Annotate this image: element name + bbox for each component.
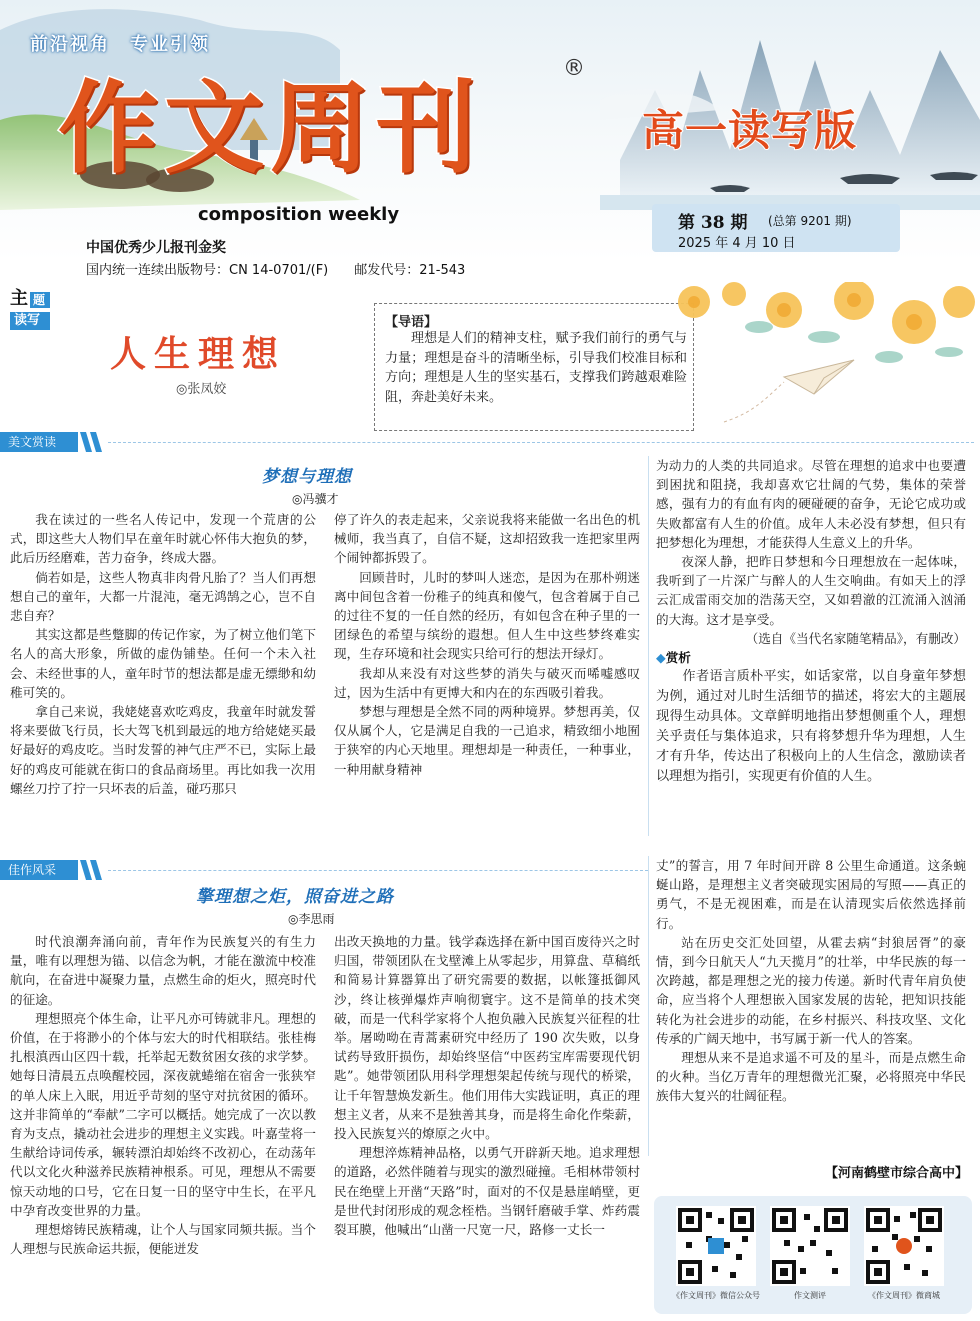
article2-column-1 bbox=[10, 932, 316, 1317]
appreciation-label: 赏析 bbox=[665, 650, 691, 666]
badge-readwrite: 读写 bbox=[10, 312, 50, 330]
appreciation-heading bbox=[656, 648, 966, 667]
article2-column-3 bbox=[656, 856, 966, 1158]
paragraph: 拿自己来说，我姥姥喜欢吃鸡皮，我童年时就发誓将来要做飞行员，长大驾飞机到最远的地方给姥姥买最好最好的鸡皮吃。当时发誓的神气庄严不已，实际上最好的鸡皮可能就在街口的食品商场里。再比如我一次用螺丝刀拧了拧一只坏表的后盖，碰巧那只 bbox=[10, 704, 316, 796]
paragraph: 理想照亮个体生命，让平凡亦可铸就非凡。理想的价值，在于将渺小的个体与宏大的时代相联结。张桂梅扎根滇西山区四十载，托举起无数贫困女孩的求学梦。她每日清晨五点唤醒校园，深夜就蜷缩在宿舍一张狭窄的单人床上入眠，用近乎苛刻的坚守对抗贫困的循环。这并非简单的“奉献”二字可以概括。她完成了一次以教育为支点，撬动社会进步的理想主义实践。叶嘉莹将一生献给诗词传承，辗转漂泊却始终不改初心，在动荡年代以文化火种滋养民族精神根系。可见，理想从不需要惊天动地的口号，它在日复一日的坚守中生长，在平凡中孕育改变世界的力量。 bbox=[10, 1010, 316, 1218]
paragraph: 夜深人静，把昨日梦想和今日理想放在一起体味，我听到了一片深广与醉人的人生交响曲。有如天上的浮云汇成雷雨交加的浩荡天空，又如碧澈的江流涌入汹涌的大海。这才是享受。 bbox=[656, 554, 966, 627]
newspaper-title: 作文周刊 bbox=[58, 69, 482, 187]
award-text: 中国优秀少儿报刊金奖 bbox=[86, 240, 226, 256]
column-divider bbox=[648, 456, 649, 836]
paragraph: 停了许久的表走起来，父亲说我将来能做一名出色的机械师，我当真了，自信不疑，这却招致我一连把家里两个闹钟都拆毁了。 bbox=[334, 512, 640, 566]
theme-badge bbox=[10, 290, 54, 332]
registered-mark: ® bbox=[563, 56, 585, 81]
publication-numbers: 国内统一连续出版物号：CN 14-0701/(F) 邮发代号：21-543 bbox=[86, 263, 466, 278]
section-stripes-icon bbox=[78, 860, 108, 880]
section-stripes-icon bbox=[78, 432, 108, 452]
issue-total: (总第 9201 期) bbox=[768, 214, 852, 228]
paragraph: 倘若如是，这些人物真非肉骨凡胎了？当人们再想想自己的童年，大都一片混沌，毫无鸿鹄之心，岂不自悲自弃？ bbox=[10, 569, 316, 624]
paragraph: 我却从来没有对这些梦的消失与破灭而唏嘘感叹过，因为生活中有更博大和内在的东西吸引着我。 bbox=[334, 665, 640, 700]
paragraph: 为动力的人类的共同追求。尽管在理想的追求中也要遭到困扰和阻挠，我却喜欢它壮阔的气势，集体的荣誉感，强有力的有血有肉的硬碰硬的奋争，无论它成功或失败都富有人生的价值。成年人未必没有梦想，但只有把梦想化为理想，才能获得人生意义上的升华。 bbox=[656, 458, 966, 550]
paragraph: 梦想与理想是全然不同的两种境界。梦想再美，仅仅从属个人，它是满足自我的一己追求，精致细小地囿于狭窄的内心天地里。理想却是一种责任，一种事业，一种用献身精神 bbox=[334, 704, 640, 777]
section-label-jiazuo: 佳作风采 bbox=[0, 860, 78, 880]
issue-number: 第 38 期 bbox=[678, 213, 748, 233]
intro-label: 【导语】 bbox=[385, 315, 438, 330]
paragraph: 丈”的誓言，用 7 年时间开辟 8 公里生命通道。这条蜿蜒山路，是理想主义者突破现实困局的写照——真正的勇气，不是无视困难，而是在认清现实后依然选择前行。 bbox=[656, 858, 966, 931]
qr-code-shop-icon[interactable] bbox=[864, 1206, 944, 1286]
qr-label-assessment: 作文测评 bbox=[794, 1291, 826, 1300]
article1-source: （选自《当代名家随笔精品》，有删改） bbox=[745, 630, 966, 646]
article1-column-1 bbox=[10, 510, 316, 836]
qr-label-wechat: 《作文周刊》微信公众号 bbox=[672, 1291, 760, 1300]
article2-title: 擎理想之炬，照奋进之路 bbox=[196, 887, 394, 907]
article1-title: 梦想与理想 bbox=[262, 467, 352, 487]
section2-divider bbox=[108, 870, 648, 871]
section-label-meiwen: 美文赏读 bbox=[0, 432, 78, 452]
appreciation-text: 作者语言质朴平实，如话家常，以自身童年梦想为例，通过对儿时生活细节的描述，将宏大的主题展现得生动具体。文章鲜明地指出梦想侧重个人，理想关乎责任与集体追求，只有将梦想升华为理想，人生才有升华，传达出了积极向上的人生信念，激励读者以理想为指引，实现更有价值的人生。 bbox=[656, 669, 966, 785]
intro-text: 理想是人们的精神支柱，赋予我们前行的勇气与力量；理想是奋斗的清晰坐标，引导我们校准目标和方向；理想是人生的坚实基石，支撑我们跨越艰难险阻，奔赴美好未来。 bbox=[385, 331, 687, 405]
diamond-icon: ◆ bbox=[656, 650, 666, 666]
english-title: composition weekly bbox=[198, 204, 400, 225]
paragraph: 理想熔铸民族精魂，让个人与国家同频共振。当个人理想与民族命运共振，便能迸发 bbox=[10, 1222, 316, 1257]
theme-title: 人生理想 bbox=[110, 333, 287, 375]
article1-column-3 bbox=[656, 456, 966, 836]
article2-column-2 bbox=[334, 932, 640, 1317]
column-divider bbox=[648, 856, 649, 1156]
section1-divider bbox=[108, 442, 974, 443]
edition-name: 高一读写版 bbox=[642, 106, 858, 155]
badge-char-main: 主 bbox=[10, 288, 28, 309]
qr-label-shop: 《作文周刊》微商城 bbox=[868, 1291, 940, 1300]
article1-author: ◎冯骥才 bbox=[292, 492, 339, 506]
issue-date: 2025 年 4 月 10 日 bbox=[678, 236, 796, 251]
paragraph: 其实这都是些蹩脚的传记作家，为了树立他们笔下名人的高大形象，所做的虚伪铺垫。任何一个未入社会、未经世事的人，童年时节的想法都是虚无缥缈和幼稚可笑的。 bbox=[10, 627, 316, 700]
paragraph: 理想淬炼精神品格，以勇气开辟新天地。追求理想的道路，必然伴随着与现实的激烈碰撞。毛相林带领村民在绝壁上开凿“天路”时，面对的不仅是悬崖峭壁，更是世代封闭形成的观念桎梏。当钢钎磨破手掌、炸药震裂耳膜，他喊出“山凿一尺宽一尺，路修一丈长一 bbox=[334, 1145, 640, 1238]
author-school: 【河南鹤壁市综合高中】 bbox=[824, 1166, 968, 1181]
paragraph: 回顾昔时，儿时的梦叫人迷恋，是因为在那朴朔迷离中间包含着一份稚子的纯真和傻气，包含着属于自己的过往不复的一任自然的经历，有如包含在种子里的一团绿色的希望与缤纷的遐想。但人生中这些梦终难实现，生存环境和社会现实只给可行的想法开绿灯。 bbox=[334, 569, 640, 662]
qr-code-assessment-icon[interactable] bbox=[770, 1206, 850, 1286]
paragraph: 我在读过的一些名人传记中，发现一个荒唐的公式，即这些大人物们早在童年时就心怀伟大抱负的梦，此后历经磨难，苦力奋争，终成大器。 bbox=[10, 512, 316, 566]
slogan: 前沿视角 专业引领 bbox=[30, 34, 210, 55]
qr-code-wechat-icon[interactable] bbox=[676, 1206, 756, 1286]
paragraph: 时代浪潮奔涌向前，青年作为民族复兴的有生力量，唯有以理想为锚、以信念为帆，才能在激流中校准航向，在奋进中凝聚力量，点燃生命的炬火，照亮时代的征途。 bbox=[10, 934, 316, 1007]
theme-author: ◎张凤姣 bbox=[176, 382, 227, 397]
paragraph: 站在历史交汇处回望，从霍去病“封狼居胥”的豪情，到今日航天人“九天揽月”的壮举，中华民族的每一次跨越，都是理想之光的接力传递。新时代青年肩负使命，应当将个人理想嵌入国家发展的齿轮，把知识技能转化为社会进步的动能，在乡村振兴、科技攻坚、文化传承的广阔天地中，书写属于新一代人的答案。 bbox=[656, 934, 966, 1046]
article1-column-2 bbox=[334, 510, 640, 836]
flowers-paper-plane-illustration bbox=[664, 282, 980, 432]
paragraph: 理想从来不是追求遥不可及的星斗，而是点燃生命的火种。当亿万青年的理想微光汇聚，必将照亮中华民族伟大复兴的壮阔征程。 bbox=[656, 1050, 966, 1104]
paragraph: 出改天换地的力量。钱学森选择在新中国百废待兴之时归国，带领团队在戈壁滩上从零起步，用算盘、草稿纸和简易计算器算出了研究需要的数据，以帐篷抵御风沙，终让核弹爆炸声响彻寰宇。这不是简单的技术突破，而是一代科学家将个人抱负融入民族复兴征程的壮举。屠呦呦在青蒿素研究中经历了 190 次失败，以身试药导致肝损伤，却始终坚信“中医药宝库需要现代钥匙”。她带领团队用科学理想架起传统与现代的桥梁，让千年智慧焕发新生。他们用伟大实践证明，真正的理想主义者，从来不是独善其身，而是将生命化作柴薪，投入民族复兴的燎原之火中。 bbox=[334, 934, 640, 1142]
article2-author: ◎李思雨 bbox=[288, 912, 335, 926]
badge-char-topic: 题 bbox=[30, 292, 50, 308]
